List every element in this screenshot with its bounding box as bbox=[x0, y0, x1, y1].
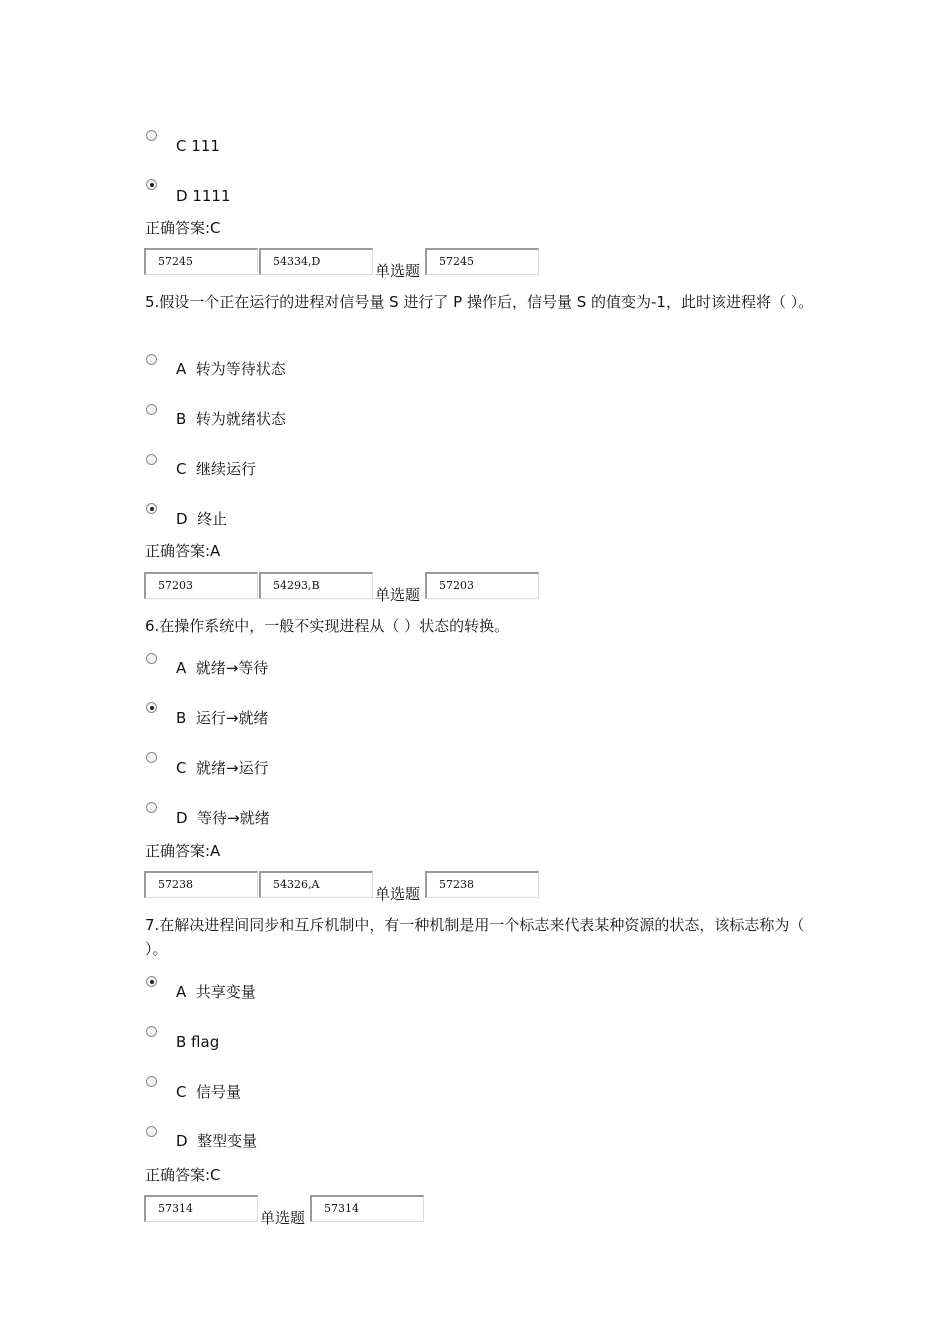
radio-q5-d[interactable] bbox=[146, 503, 157, 514]
question-7-text: 7.在解决进程间同步和互斥机制中，有一种机制是用一个标志来代表某种资源的状态，该标志称为（ ）。 bbox=[145, 916, 805, 958]
id-field-q4-3[interactable]: 57245 bbox=[425, 248, 539, 275]
correct-answer-q6: 正确答案:A bbox=[145, 842, 221, 860]
radio-q6-b[interactable] bbox=[146, 702, 157, 713]
id-field-q6-3[interactable]: 57238 bbox=[425, 871, 539, 898]
option-q6-a-label: A 就绪→等待 bbox=[176, 659, 269, 677]
radio-q7-c[interactable] bbox=[146, 1076, 157, 1087]
radio-q6-c[interactable] bbox=[146, 752, 157, 763]
radio-q4-d[interactable] bbox=[146, 179, 157, 190]
id-field-q5-1[interactable]: 57203 bbox=[144, 572, 258, 599]
radio-q5-a[interactable] bbox=[146, 354, 157, 365]
id-field-q7-2[interactable]: 57314 bbox=[310, 1195, 424, 1222]
option-q7-b-label: B flag bbox=[176, 1033, 220, 1051]
radio-q4-c[interactable] bbox=[146, 130, 157, 141]
id-field-q4-2[interactable]: 54334,D bbox=[259, 248, 373, 275]
radio-q6-a[interactable] bbox=[146, 653, 157, 664]
correct-answer-q7: 正确答案:C bbox=[145, 1166, 221, 1184]
option-q7-d-label: D 整型变量 bbox=[176, 1132, 258, 1150]
id-field-q6-1[interactable]: 57238 bbox=[144, 871, 258, 898]
option-q7-a-label: A 共享变量 bbox=[176, 983, 256, 1001]
option-q6-b-label: B 运行→就绪 bbox=[176, 709, 269, 727]
correct-answer-q5: 正确答案:A bbox=[145, 542, 221, 560]
id-field-q4-1[interactable]: 57245 bbox=[144, 248, 258, 275]
option-q5-c-label: C 继续运行 bbox=[176, 460, 257, 478]
option-q4-c-label: C 111 bbox=[176, 137, 220, 155]
question-type-q6: 单选题 bbox=[375, 885, 421, 903]
question-type-q7: 单选题 bbox=[260, 1209, 306, 1227]
option-q4-d-label: D 1111 bbox=[176, 187, 231, 205]
radio-q7-d[interactable] bbox=[146, 1126, 157, 1137]
radio-q5-b[interactable] bbox=[146, 404, 157, 415]
id-field-q6-2[interactable]: 54326,A bbox=[259, 871, 373, 898]
radio-q5-c[interactable] bbox=[146, 454, 157, 465]
option-q5-d-label: D 终止 bbox=[176, 510, 228, 528]
correct-answer-q4: 正确答案:C bbox=[145, 219, 221, 237]
option-q6-d-label: D 等待→就绪 bbox=[176, 809, 270, 827]
option-q6-c-label: C 就绪→运行 bbox=[176, 759, 269, 777]
question-5-text: 5.假设一个正在运行的进程对信号量 S 进行了 P 操作后，信号量 S 的值变为-1，此时该进程将（ ）。 bbox=[145, 293, 814, 311]
radio-q7-a[interactable] bbox=[146, 976, 157, 987]
question-6-text: 6.在操作系统中，一般不实现进程从（ ）状态的转换。 bbox=[145, 617, 510, 635]
option-q7-c-label: C 信号量 bbox=[176, 1083, 242, 1101]
radio-q7-b[interactable] bbox=[146, 1026, 157, 1037]
option-q5-b-label: B 转为就绪状态 bbox=[176, 410, 286, 428]
option-q5-a-label: A 转为等待状态 bbox=[176, 360, 286, 378]
question-type-q4: 单选题 bbox=[375, 262, 421, 280]
id-field-q5-3[interactable]: 57203 bbox=[425, 572, 539, 599]
question-type-q5: 单选题 bbox=[375, 586, 421, 604]
radio-q6-d[interactable] bbox=[146, 802, 157, 813]
id-field-q5-2[interactable]: 54293,B bbox=[259, 572, 373, 599]
id-field-q7-1[interactable]: 57314 bbox=[144, 1195, 258, 1222]
